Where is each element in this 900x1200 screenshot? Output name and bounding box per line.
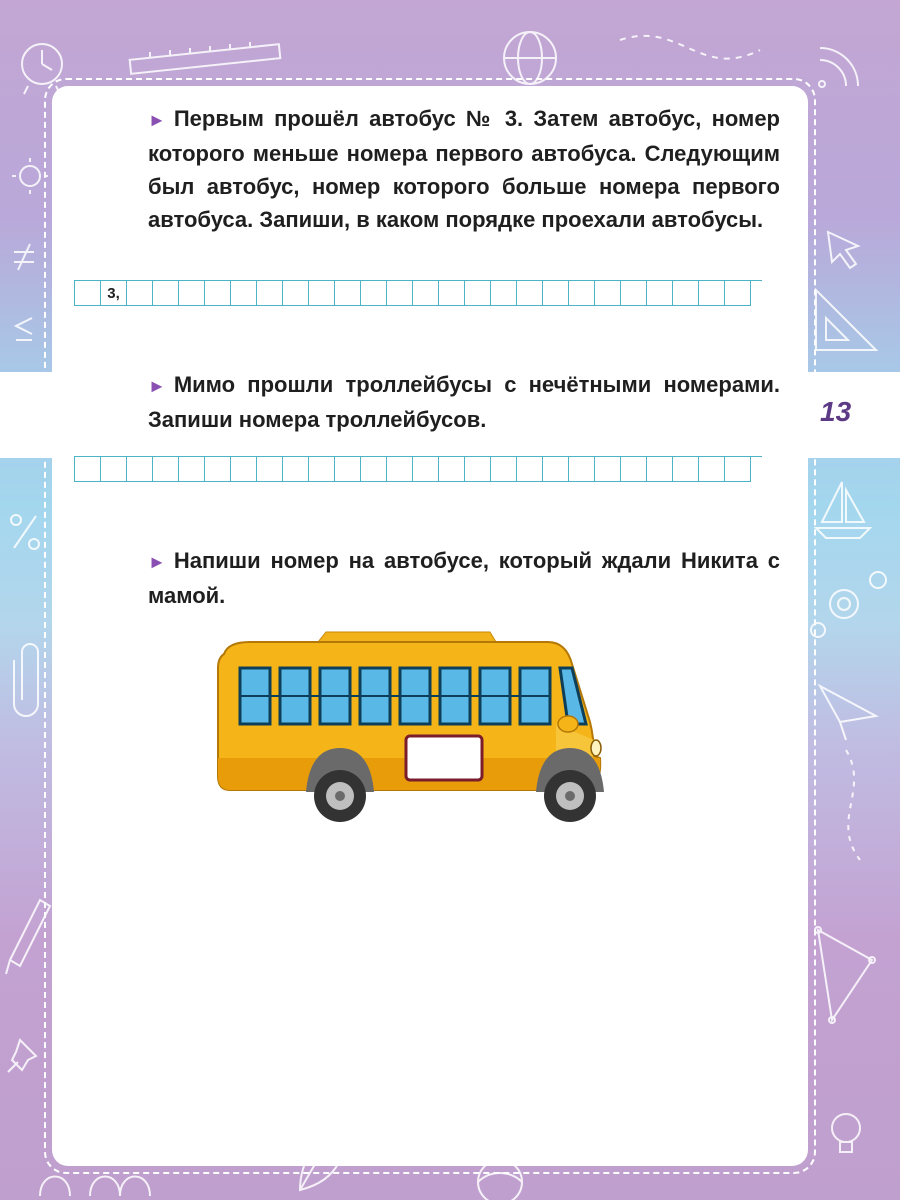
grid-cell[interactable] [101,457,127,482]
grid-cell[interactable] [127,457,153,482]
grid-cell[interactable] [413,457,439,482]
grid-cell[interactable] [699,457,725,482]
grid-cell[interactable] [621,457,647,482]
grid-cell-prefilled[interactable]: 3, [101,281,127,306]
grid-cell[interactable] [335,457,361,482]
task-3 [148,544,780,612]
grid-cell[interactable] [231,281,257,306]
task-1-text: Первым прошёл автобус № 3. Затем автобус, номер которого меньше номера первого автобуса. Следующим был автобус, номер которого больше номера первого автобуса. Запиши, в каком порядке проехали автобусы. [148,106,780,232]
grid-cell[interactable] [309,281,335,306]
grid-cell[interactable] [543,281,569,306]
triangle-icon [815,927,875,1023]
grid-cell[interactable] [413,281,439,306]
grid-cell[interactable] [335,281,361,306]
grid-cell[interactable] [231,457,257,482]
grid-cell[interactable] [595,457,621,482]
grid-cell[interactable] [283,281,309,306]
sun-icon [12,158,48,194]
grid-cell[interactable] [699,281,725,306]
grid-cell[interactable] [127,281,153,306]
globe-icon [504,32,556,84]
grid-cell[interactable] [179,281,205,306]
pushpin-icon [8,1040,36,1072]
grid-cell[interactable] [387,281,413,306]
grid-cell[interactable] [439,457,465,482]
loops-doodle [40,1177,150,1197]
grid-cell[interactable] [647,281,673,306]
grid-cell[interactable] [361,457,387,482]
less-equal-icon [16,318,32,340]
grid-cell[interactable] [569,281,595,306]
task-3-text: Напиши номер на автобусе, который ждали Никита с мамой. [148,548,780,608]
grid-cell[interactable] [491,281,517,306]
task-1 [148,102,780,236]
page-number: 13 [820,396,852,427]
plane-trail [620,36,760,59]
grid-cell[interactable] [647,457,673,482]
task-2 [148,368,780,436]
grid-cell[interactable] [361,281,387,306]
bus-number-plate [406,736,482,780]
grid-cell[interactable] [439,281,465,306]
grid-cell[interactable] [283,457,309,482]
task-marker-icon: ► [148,376,166,396]
not-equal-icon [14,244,34,270]
grid-cell[interactable] [569,457,595,482]
percent-icon [11,515,39,549]
grid-cell[interactable] [621,281,647,306]
grid-cell[interactable] [75,457,101,482]
grid-cell[interactable] [543,457,569,482]
task-marker-icon: ► [148,552,166,572]
grid-cell[interactable] [725,281,751,306]
grid-cell[interactable] [205,281,231,306]
task-marker-icon: ► [148,110,166,130]
worksheet-card [52,86,808,1166]
grid-cell[interactable] [179,457,205,482]
grid-cell[interactable] [309,457,335,482]
grid-cell[interactable] [153,281,179,306]
grid-cell[interactable] [491,457,517,482]
sailboat-icon [816,482,870,538]
grid-cell[interactable] [725,457,751,482]
grid-cell[interactable] [673,457,699,482]
grid-cell[interactable] [257,281,283,306]
triangle-ruler-icon [816,290,876,350]
answer-grid-2[interactable] [74,456,762,482]
grid-cell[interactable] [517,281,543,306]
paper-plane-icon [820,686,876,860]
answer-grid-1[interactable] [74,280,762,306]
grid-cell[interactable] [517,457,543,482]
task-2-text: Мимо прошли троллейбусы с нечётными номерами. Запиши номера троллейбусов. [148,372,780,432]
lightbulb-icon [832,1114,860,1152]
grid-cell[interactable] [465,281,491,306]
grid-cell[interactable] [153,457,179,482]
cursor-icon [828,232,858,268]
grid-cell[interactable] [75,281,101,306]
paperclip-icon [14,644,38,716]
yellow-bus-illustration [210,628,640,828]
grid-cell[interactable] [595,281,621,306]
grid-cell[interactable] [387,457,413,482]
grid-cell[interactable] [205,457,231,482]
grid-cell[interactable] [673,281,699,306]
wifi-icon [819,48,858,87]
gears-icon [811,572,886,637]
grid-cell[interactable] [257,457,283,482]
ruler-icon [130,42,281,74]
grid-cell[interactable] [465,457,491,482]
